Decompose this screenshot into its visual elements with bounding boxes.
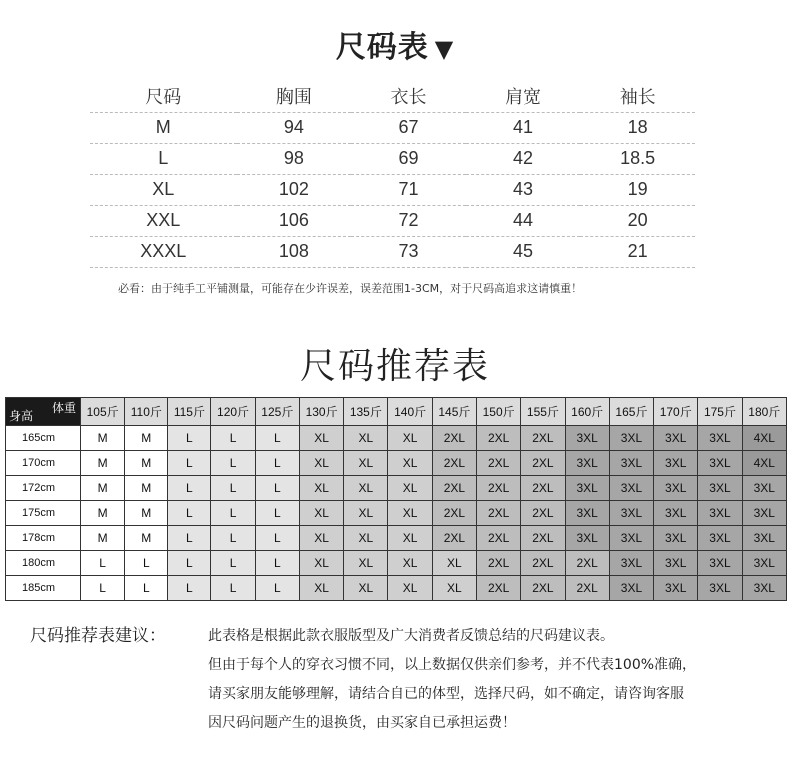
size-table-row [90,112,695,143]
weight-header-cell: 120斤 [211,398,255,426]
size-table-cell: 69 [351,143,466,174]
height-cell: 170cm [6,451,81,476]
recommended-size-cell: M [125,501,168,526]
weight-header-cell: 165斤 [609,398,653,426]
size-table-cell: 94 [237,112,352,143]
recommendation-header-row [6,398,787,426]
recommended-size-cell: 3XL [609,476,653,501]
recommended-size-cell: 3XL [654,551,698,576]
recommended-size-cell: 3XL [609,526,653,551]
recommended-size-cell: L [168,526,211,551]
weight-header-cell: 170斤 [654,398,698,426]
recommended-size-cell: 3XL [565,501,609,526]
recommended-size-cell: 3XL [565,526,609,551]
size-table-cell: XL [90,174,237,205]
recommended-size-cell: L [255,426,299,451]
recommendation-row [6,551,787,576]
recommended-size-cell: 2XL [477,426,521,451]
recommendation-row [6,476,787,501]
size-table-cell: 73 [351,236,466,267]
recommended-size-cell: 2XL [432,426,476,451]
height-cell: 172cm [6,476,81,501]
recommended-size-cell: L [211,426,255,451]
recommendation-row [6,426,787,451]
recommended-size-cell: 4XL [742,426,786,451]
recommended-size-cell: 3XL [609,576,653,601]
recommended-size-cell: L [81,576,125,601]
recommendation-row [6,526,787,551]
size-table-cell: 72 [351,205,466,236]
recommended-size-cell: L [211,451,255,476]
weight-header-cell: 130斤 [299,398,343,426]
size-table-cell: 42 [466,143,581,174]
recommended-size-cell: XL [344,501,388,526]
recommended-size-cell: 3XL [742,551,786,576]
recommended-size-cell: 3XL [609,451,653,476]
size-recommendation-table [5,397,787,601]
recommended-size-cell: XL [299,501,343,526]
height-cell: 178cm [6,526,81,551]
height-cell: 175cm [6,501,81,526]
height-cell: 165cm [6,426,81,451]
recommended-size-cell: M [81,501,125,526]
recommended-size-cell: 2XL [521,451,565,476]
header-shoulder: 肩宽 [466,80,581,112]
recommended-size-cell: 2XL [477,501,521,526]
recommended-size-cell: 2XL [521,576,565,601]
recommended-size-cell: L [125,576,168,601]
recommended-size-cell: L [168,426,211,451]
size-table-header-row [90,80,695,112]
size-table-cell: XXXL [90,236,237,267]
size-table-cell: 67 [351,112,466,143]
recommended-size-cell: 2XL [432,501,476,526]
recommended-size-cell: 3XL [654,426,698,451]
size-table-cell: L [90,143,237,174]
weight-header-cell: 140斤 [388,398,432,426]
recommended-size-cell: 3XL [698,476,742,501]
size-table-cell: 106 [237,205,352,236]
recommended-size-cell: L [255,526,299,551]
size-table-cell: 18.5 [580,143,695,174]
recommended-size-cell: XL [432,551,476,576]
recommended-size-cell: XL [299,576,343,601]
recommended-size-cell: XL [344,451,388,476]
recommended-size-cell: 3XL [609,501,653,526]
size-table-cell: M [90,112,237,143]
weight-header-cell: 105斤 [81,398,125,426]
recommended-size-cell: L [211,476,255,501]
recommended-size-cell: M [125,476,168,501]
weight-header-cell: 155斤 [521,398,565,426]
recommended-size-cell: M [81,476,125,501]
recommended-size-cell: 2XL [477,526,521,551]
weight-header-cell: 135斤 [344,398,388,426]
recommended-size-cell: 2XL [432,476,476,501]
recommended-size-cell: 3XL [654,576,698,601]
recommended-size-cell: L [255,476,299,501]
recommended-size-cell: L [81,551,125,576]
size-table-cell: 18 [580,112,695,143]
recommended-size-cell: L [211,501,255,526]
recommended-size-cell: 3XL [654,501,698,526]
recommended-size-cell: XL [299,476,343,501]
recommended-size-cell: XL [299,451,343,476]
size-table-cell: 19 [580,174,695,205]
measurement-note: 必看：由于纯手工平铺测量，可能存在少许误差，误差范围1-3CM，对于尺码高追求这请慎重！ [118,282,583,295]
recommended-size-cell: 3XL [654,526,698,551]
recommended-size-cell: M [125,451,168,476]
size-table-cell: 41 [466,112,581,143]
weight-header-cell: 110斤 [125,398,168,426]
recommended-size-cell: 2XL [521,501,565,526]
recommended-size-cell: M [81,451,125,476]
recommended-size-cell: XL [344,526,388,551]
weight-header-cell: 125斤 [255,398,299,426]
size-table-cell: 102 [237,174,352,205]
size-table-cell: 43 [466,174,581,205]
corner-height-label: 身高 [9,409,34,423]
size-measurement-table [90,80,695,268]
recommended-size-cell: XL [388,551,432,576]
recommended-size-cell: 3XL [698,526,742,551]
recommended-size-cell: L [255,576,299,601]
weight-header-cell: 180斤 [742,398,786,426]
recommended-size-cell: 3XL [742,526,786,551]
recommended-size-cell: L [255,501,299,526]
recommended-size-cell: M [125,526,168,551]
recommended-size-cell: 2XL [432,451,476,476]
recommended-size-cell: L [168,476,211,501]
size-chart-title [0,22,790,66]
recommended-size-cell: 3XL [698,426,742,451]
size-table-cell: 44 [466,205,581,236]
header-size: 尺码 [90,80,237,112]
size-table-cell: 71 [351,174,466,205]
recommended-size-cell: 2XL [521,426,565,451]
size-table-cell: 20 [580,205,695,236]
advice-line: 但由于每个人的穿衣习惯不同，以上数据仅供亲们参考，并不代表100%准确， [208,657,697,673]
weight-header-cell: 145斤 [432,398,476,426]
recommended-size-cell: M [125,426,168,451]
triangle-down-icon: ▼ [434,35,455,63]
size-table-row [90,236,695,267]
recommended-size-cell: XL [344,551,388,576]
header-length: 衣长 [351,80,466,112]
recommended-size-cell: L [211,526,255,551]
recommended-size-cell: 3XL [565,476,609,501]
recommendation-row [6,576,787,601]
size-table-row [90,205,695,236]
corner-cell [6,398,81,426]
weight-header-cell: 150斤 [477,398,521,426]
recommended-size-cell: M [81,526,125,551]
recommended-size-cell: 2XL [432,526,476,551]
size-table-cell: XXL [90,205,237,236]
recommended-size-cell: XL [432,576,476,601]
corner-weight-label: 体重 [51,401,76,415]
size-table-row [90,174,695,205]
recommended-size-cell: 2XL [565,551,609,576]
advice-line: 因尺码问题产生的退换货，由买家自已承担运费！ [208,715,516,731]
recommended-size-cell: 3XL [742,576,786,601]
recommended-size-cell: 3XL [742,501,786,526]
recommended-size-cell: 3XL [698,501,742,526]
size-table-cell: 98 [237,143,352,174]
advice-line: 请买家朋友能够理解，请结合自已的体型，选择尺码，如不确定，请咨询客服 [208,686,684,702]
recommended-size-cell: 3XL [698,576,742,601]
recommended-size-cell: L [255,551,299,576]
recommended-size-cell: 3XL [609,426,653,451]
recommended-size-cell: XL [388,501,432,526]
recommended-size-cell: XL [388,576,432,601]
recommended-size-cell: 3XL [609,551,653,576]
recommended-size-cell: L [168,551,211,576]
header-chest: 胸围 [237,80,352,112]
recommended-size-cell: L [125,551,168,576]
recommended-size-cell: 2XL [521,526,565,551]
recommended-size-cell: 4XL [742,451,786,476]
recommended-size-cell: 3XL [698,551,742,576]
weight-header-cell: 160斤 [565,398,609,426]
recommendation-row [6,451,787,476]
weight-header-cell: 115斤 [168,398,211,426]
recommended-size-cell: 2XL [477,551,521,576]
advice-line: 此表格是根据此款衣服版型及广大消费者反馈总结的尺码建议表。 [208,628,614,644]
recommended-size-cell: 3XL [698,451,742,476]
recommended-size-cell: XL [388,426,432,451]
recommended-size-cell: 2XL [565,576,609,601]
recommended-size-cell: XL [388,526,432,551]
height-cell: 180cm [6,551,81,576]
recommended-size-cell: 2XL [477,451,521,476]
header-sleeve: 袖长 [580,80,695,112]
recommended-size-cell: L [255,451,299,476]
recommended-size-cell: 3XL [654,451,698,476]
size-chart-title-text: 尺码表 [335,30,429,65]
recommended-size-cell: XL [344,476,388,501]
recommended-size-cell: 3XL [565,451,609,476]
recommended-size-cell: 3XL [565,426,609,451]
recommended-size-cell: M [81,426,125,451]
recommended-size-cell: XL [299,551,343,576]
recommended-size-cell: XL [388,476,432,501]
recommended-size-cell: 2XL [521,476,565,501]
recommended-size-cell: XL [299,426,343,451]
recommended-size-cell: L [211,576,255,601]
weight-header-cell: 175斤 [698,398,742,426]
recommended-size-cell: L [211,551,255,576]
height-cell: 185cm [6,576,81,601]
recommended-size-cell: 2XL [477,576,521,601]
recommended-size-cell: XL [388,451,432,476]
size-table-row [90,143,695,174]
recommended-size-cell: XL [344,426,388,451]
recommended-size-cell: 3XL [654,476,698,501]
recommended-size-cell: XL [299,526,343,551]
recommended-size-cell: L [168,451,211,476]
size-table-cell: 45 [466,236,581,267]
size-table-cell: 21 [580,236,695,267]
size-table-cell: 108 [237,236,352,267]
recommended-size-cell: L [168,576,211,601]
recommended-size-cell: 2XL [477,476,521,501]
recommended-size-cell: XL [344,576,388,601]
recommended-size-cell: 3XL [742,476,786,501]
recommended-size-cell: 2XL [521,551,565,576]
recommendation-row [6,501,787,526]
advice-label: 尺码推荐表建议： [30,626,166,646]
recommendation-title: 尺码推荐表 [299,346,490,387]
recommended-size-cell: L [168,501,211,526]
